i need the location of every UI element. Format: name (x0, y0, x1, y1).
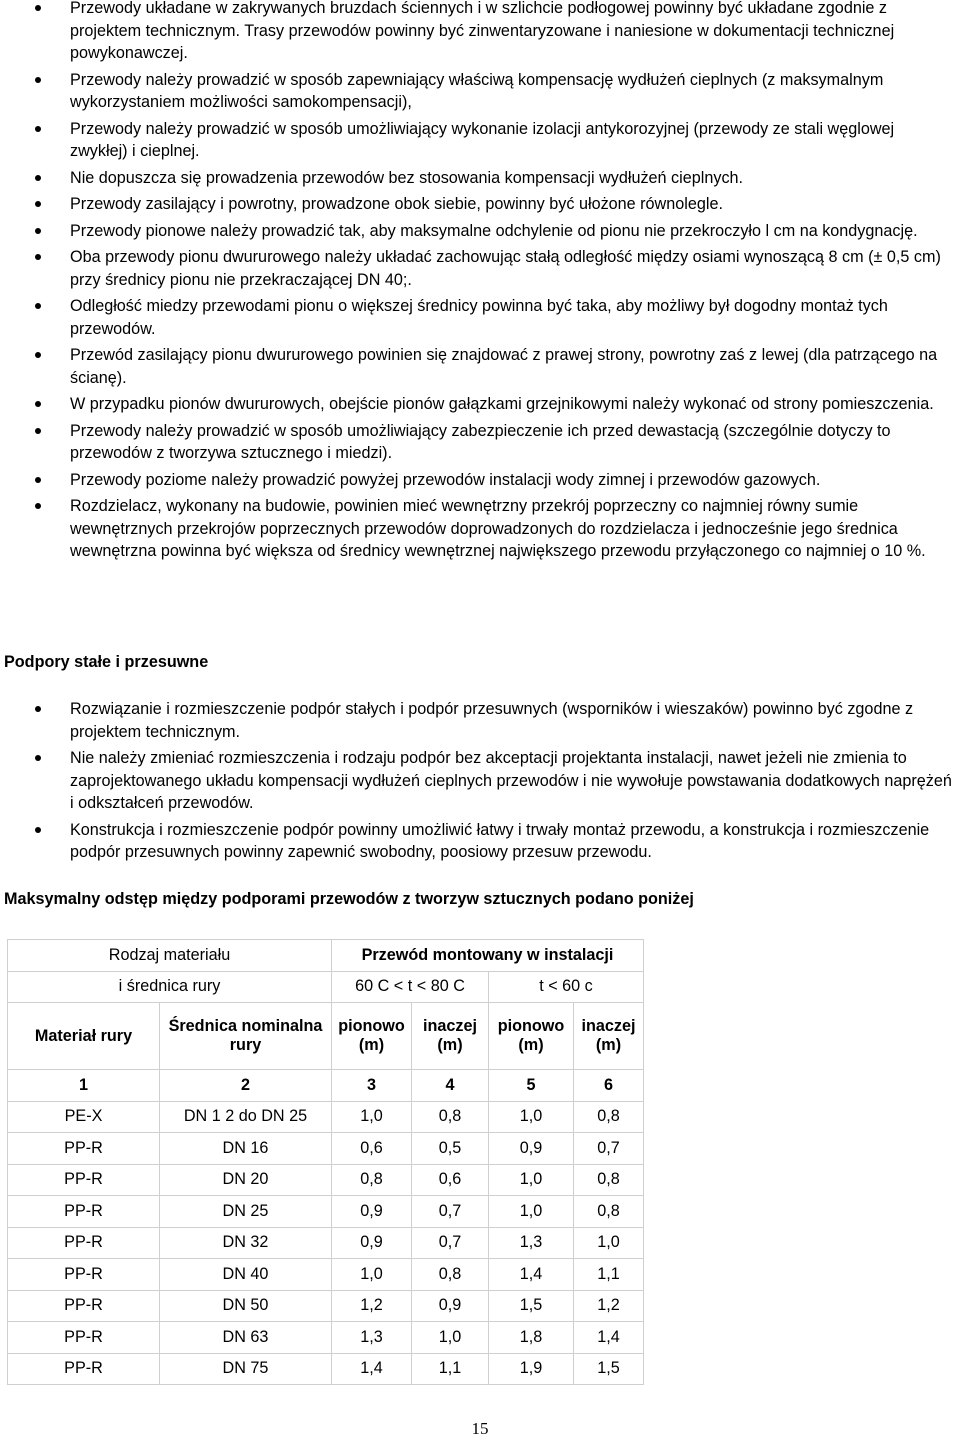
section-heading-spacing: Maksymalny odstęp między podporami przewodów z tworzyw sztucznych podano poniżej (4, 890, 694, 908)
list-item: Nie dopuszcza się prowadzenia przewodów bez stosowania kompensacji wydłużeń cieplnych. (0, 167, 960, 190)
table-cell: 1,0 (412, 1322, 489, 1354)
table-cell: 1,2 (332, 1290, 412, 1322)
column-number: 4 (412, 1070, 489, 1102)
column-number: 5 (489, 1070, 574, 1102)
table-header-row (8, 940, 644, 972)
list-item: Oba przewody pionu dwururowego należy układać zachowując stałą odległość między osiami wynoszącą 8 cm (± 0,5 cm) przy średnicy pionu nie przekraczającej DN 40;. (0, 246, 960, 291)
section-heading-supports: Podpory stałe i przesuwne (4, 653, 209, 671)
list-item: W przypadku pionów dwururowych, obejście pionów gałązkami grzejnikowymi należy wykonać od strony pomieszczenia. (0, 393, 960, 416)
list-item: Przewody poziome należy prowadzić powyżej przewodów instalacji wody zimnej i przewodów gazowych. (0, 469, 960, 492)
list-item: Przewody należy prowadzić w sposób umożliwiający wykonanie izolacji antykorozyjnej (przewody ze stali węglowej zwykłej) i cieplnej. (0, 118, 960, 163)
table-cell: 0,6 (332, 1133, 412, 1165)
table-cell: DN 20 (160, 1164, 332, 1196)
table-row (8, 1133, 644, 1165)
header-diameter: i średnica rury (8, 971, 332, 1003)
table-row (8, 1353, 644, 1385)
table-row (8, 1259, 644, 1291)
list-item: Rozdzielacz, wykonany na budowie, powinien mieć wewnętrzny przekrój poprzeczny co najmniej równy sumie wewnętrznych przekrojów poprzecznych przewodów doprowadzonych do rozdzielacza i jednocześnie jego średnica wewnętrzna powinna być większa od średnicy wewnętrznej największego przewodu przyłączonego co najmniej o 10 %. (0, 495, 960, 563)
table-cell: DN 63 (160, 1322, 332, 1354)
table-cell: 0,9 (332, 1196, 412, 1228)
pipe-routing-list (0, 0, 960, 567)
table-cell: DN 40 (160, 1259, 332, 1291)
table-cell: 1,3 (332, 1322, 412, 1354)
table-cell: 1,4 (574, 1322, 644, 1354)
list-item: Przewody zasilający i powrotny, prowadzone obok siebie, powinny być ułożone równolegle. (0, 193, 960, 216)
table-row (8, 1101, 644, 1133)
table-cell: 0,9 (332, 1227, 412, 1259)
table-cell: 1,2 (574, 1290, 644, 1322)
list-item: Przewody należy prowadzić w sposób zapewniający właściwą kompensację wydłużeń cieplnych (z maksymalnym wykorzystaniem możliwości samokompensacji), (0, 69, 960, 114)
column-header-material: Materiał rury (8, 1003, 160, 1070)
column-number-row (8, 1070, 644, 1102)
table-cell: DN 32 (160, 1227, 332, 1259)
table-row (8, 1290, 644, 1322)
table-cell: DN 75 (160, 1353, 332, 1385)
column-number: 6 (574, 1070, 644, 1102)
header-range-80: 60 C < t < 80 C (332, 971, 489, 1003)
list-item: Przewody układane w zakrywanych bruzdach ściennych i w szlichcie podłogowej powinny być układane zgodnie z projektem technicznym. Trasy przewodów powinny być zinwentaryzowane i naniesione w dokumentacji technicznej powykonawczej. (0, 0, 960, 65)
table-cell: 1,1 (574, 1259, 644, 1291)
table-cell: 1,9 (489, 1353, 574, 1385)
table-cell: DN 16 (160, 1133, 332, 1165)
table-cell: 1,5 (574, 1353, 644, 1385)
column-header-diameter: Średnica nominalna rury (160, 1003, 332, 1070)
table-cell: 1,0 (332, 1101, 412, 1133)
header-installation: Przewód montowany w instalacji (332, 940, 644, 972)
list-item: Odległość miedzy przewodami pionu o większej średnicy powinna być taka, aby możliwy był dogodny montaż tych przewodów. (0, 295, 960, 340)
column-number: 3 (332, 1070, 412, 1102)
list-item: Przewód zasilający pionu dwururowego powinien się znajdować z prawej strony, powrotny zaś z lewej (dla patrzącego na ścianę). (0, 344, 960, 389)
table-row (8, 1322, 644, 1354)
table-cell: 1,3 (489, 1227, 574, 1259)
table-cell: 0,8 (574, 1101, 644, 1133)
table-cell: 1,0 (574, 1227, 644, 1259)
table-cell: 1,1 (412, 1353, 489, 1385)
table-cell: 1,4 (489, 1259, 574, 1291)
table-cell: 1,0 (489, 1164, 574, 1196)
table-cell: 0,7 (412, 1227, 489, 1259)
table-cell: 0,7 (574, 1133, 644, 1165)
column-header-other: inaczej (m) (574, 1003, 644, 1070)
column-header-other: inaczej (m) (412, 1003, 489, 1070)
table-cell: 0,8 (412, 1101, 489, 1133)
table-cell: DN 25 (160, 1196, 332, 1228)
table-cell: PP-R (8, 1290, 160, 1322)
table-cell: 0,8 (412, 1259, 489, 1291)
page-number: 15 (471, 1419, 489, 1438)
column-number: 1 (8, 1070, 160, 1102)
table-cell: 1,0 (489, 1196, 574, 1228)
list-item: Przewody pionowe należy prowadzić tak, aby maksymalne odchylenie od pionu nie przekroczyło l cm na kondygnację. (0, 220, 960, 243)
column-number: 2 (160, 1070, 332, 1102)
supports-list (0, 698, 960, 868)
table-cell: 0,9 (412, 1290, 489, 1322)
table-cell: PP-R (8, 1164, 160, 1196)
table-cell: 0,8 (574, 1196, 644, 1228)
table-cell: 0,9 (489, 1133, 574, 1165)
table-cell: PP-R (8, 1353, 160, 1385)
table-cell: PP-R (8, 1196, 160, 1228)
table-cell: DN 50 (160, 1290, 332, 1322)
table-cell: 1,4 (332, 1353, 412, 1385)
table-cell: 1,0 (489, 1101, 574, 1133)
table-cell: 1,0 (332, 1259, 412, 1291)
table-row (8, 1227, 644, 1259)
list-item: Przewody należy prowadzić w sposób umożliwiający zabezpieczenie ich przed dewastacją (szczególnie dotyczy to przewodów z tworzywa sztucznego i miedzi). (0, 420, 960, 465)
list-item: Konstrukcja i rozmieszczenie podpór powinny umożliwić łatwy i trwały montaż przewodu, a konstrukcja i rozmieszczenie podpór przesuwnych powinny zapewnić swobodny, poosiowy przesuw przewodu. (0, 819, 960, 864)
table-header-row (8, 971, 644, 1003)
table-cell: PP-R (8, 1227, 160, 1259)
table-cell: 0,7 (412, 1196, 489, 1228)
table-row (8, 1196, 644, 1228)
column-header-vertical: pionowo (m) (332, 1003, 412, 1070)
table-cell: PP-R (8, 1133, 160, 1165)
table-cell: 0,6 (412, 1164, 489, 1196)
table-cell: PP-R (8, 1259, 160, 1291)
table-cell: PP-R (8, 1322, 160, 1354)
header-material: Rodzaj materiału (8, 940, 332, 972)
list-item: Rozwiązanie i rozmieszczenie podpór stałych i podpór przesuwnych (wsporników i wieszaków) powinno być zgodne z projektem technicznym. (0, 698, 960, 743)
table-cell: 0,8 (332, 1164, 412, 1196)
table-cell: 0,5 (412, 1133, 489, 1165)
table-cell: PE-X (8, 1101, 160, 1133)
table-cell: 1,8 (489, 1322, 574, 1354)
table-row (8, 1164, 644, 1196)
column-header-vertical: pionowo (m) (489, 1003, 574, 1070)
table-cell: 1,5 (489, 1290, 574, 1322)
table-cell: 0,8 (574, 1164, 644, 1196)
table-cell: DN 1 2 do DN 25 (160, 1101, 332, 1133)
header-range-60: t < 60 c (489, 971, 644, 1003)
list-item: Nie należy zmieniać rozmieszczenia i rodzaju podpór bez akceptacji projektanta instalacji, nawet jeżeli nie zmienia to zaprojektowanego układu kompensacji wydłużeń cieplnych przewodów i nie wywołuje powstawania dodatkowych naprężeń i odkształceń przewodów. (0, 747, 960, 815)
table-header-row (8, 1003, 644, 1070)
support-spacing-table (7, 939, 644, 1385)
